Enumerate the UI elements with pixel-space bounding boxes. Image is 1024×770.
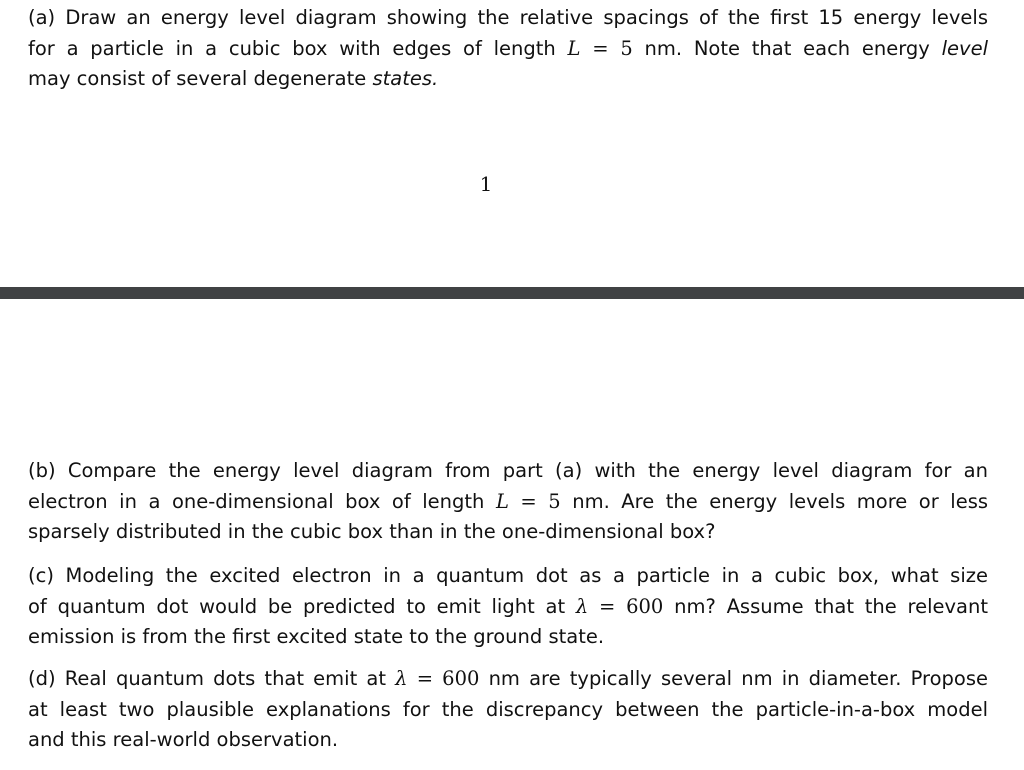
part-c-line-2-text: of quantum dot would be predicted to emit light at — [28, 594, 566, 618]
length-variable: L — [495, 489, 509, 513]
question-part-a — [28, 3, 988, 95]
part-a-line-1: (a) Draw an energy level diagram showing the relative spacings of the first 15 energy levels — [28, 6, 988, 29]
length-variable: L — [567, 36, 581, 60]
part-a-line-3-text: may consist of several degenerate — [28, 67, 367, 90]
question-part-b — [28, 456, 988, 548]
part-a-line-2-note: nm. Note that each energy — [644, 36, 930, 60]
length-value: = 5 — [580, 36, 645, 60]
part-a-line-3 — [28, 64, 988, 95]
part-d-line-1-text: (d) Real quantum dots that emit at — [28, 667, 386, 690]
part-b-line-2-end: nm. Are the energy levels more or less — [572, 489, 989, 513]
question-part-c — [28, 561, 988, 653]
part-d-line-1-end: nm are typically several nm in diameter. Propose — [488, 667, 989, 690]
emphasis-level: level — [941, 36, 988, 60]
part-c-line-2-end: nm? Assume that the relevant — [674, 594, 989, 618]
part-d-line-3: and this real-world observation. — [28, 728, 339, 751]
emphasis-states: states. — [372, 67, 439, 90]
question-part-d — [28, 664, 988, 756]
part-b-line-1: (b) Compare the energy level diagram from part (a) with the energy level diagram for an — [28, 459, 988, 482]
part-a-line-2-text: for a particle in a cubic box with edges of length — [28, 36, 556, 60]
part-b-line-2 — [28, 487, 988, 518]
wavelength-value: = 600 — [407, 667, 489, 690]
length-value: = 5 — [508, 489, 573, 513]
part-c-line-3: emission is from the first excited state to the ground state. — [28, 625, 605, 648]
page-number: 1 — [479, 172, 493, 196]
wavelength-variable: λ — [395, 667, 408, 690]
wavelength-value: = 600 — [588, 594, 675, 618]
part-c-line-2 — [28, 592, 988, 623]
part-a-line-2 — [28, 34, 988, 65]
part-b-line-3: sparsely distributed in the cubic box than in the one-dimensional box? — [28, 520, 716, 543]
part-c-line-1: (c) Modeling the excited electron in a quantum dot as a particle in a cubic box, what size — [28, 564, 988, 587]
part-d-line-1 — [28, 664, 988, 695]
part-b-line-2-text: electron in a one-dimensional box of length — [28, 489, 485, 513]
wavelength-variable: λ — [575, 594, 589, 618]
part-d-line-2: at least two plausible explanations for the discrepancy between the particle-in-a-box model — [28, 697, 988, 721]
page-divider — [0, 287, 1024, 299]
